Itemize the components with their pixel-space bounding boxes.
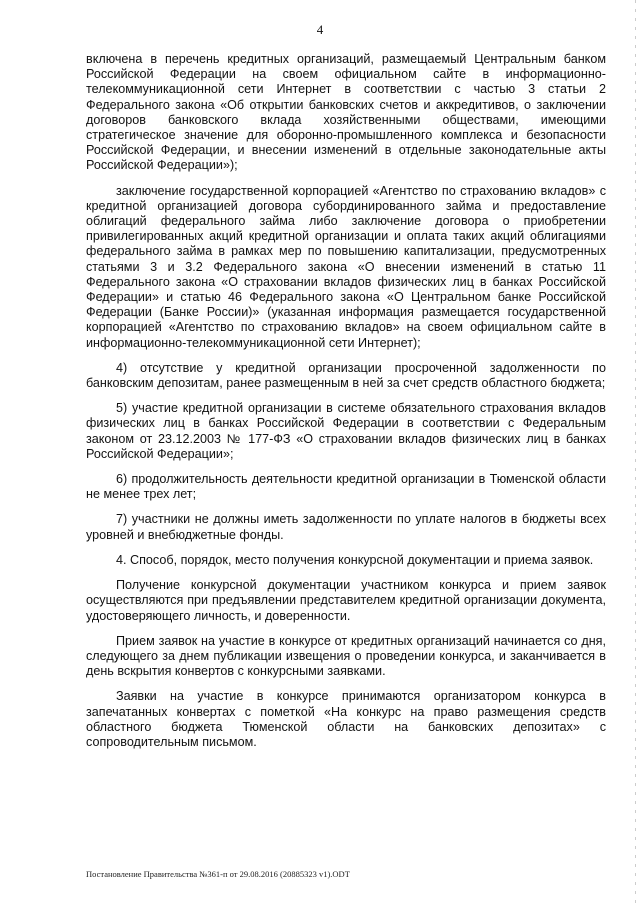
paragraph: включена в перечень кредитных организаций, размещаемый Центральным банком Российской Федерации на своем официальном сайте в информационно-телекоммуникационной сети Интернет в соответствии с частью 3 статьи 2 Федерального закона «Об открытии банковских счетов и аккредитивов, о заключении договоров банковского вклада хозяйственными обществами, имеющими стратегическое значение для оборонно-промышленного комплекса и безопасности Российской Федерации, и внесении изменений в отдельные законодательные акты Российской Федерации»); — [86, 52, 606, 173]
page-number: 4 — [316, 22, 324, 37]
paragraph: заключение государственной корпорацией «Агентство по страхованию вкладов» с кредитной организацией договора субординированного займа и предоставление облигаций федерального займа либо заключение договора о приобретении привилегированных акций кредитной организации и оплата таких акций облигациями федерального займа в рамках мер по повышению капитализации, предусмотренных статьями 3 и 3.2 Федерального закона «О внесении изменений в статью 11 Федерального закона «О страховании вкладов физических лиц в банках Российской Федерации» и статью 46 Федерального закона «О Центральном банке Российской Федерации (Банке России)» (указанная информация размещается государственной корпорацией «Агентство по страхованию вкладов» на своем официальном сайте в информационно-телекоммуникационной сети Интернет); — [86, 183, 606, 350]
paragraph: Заявки на участие в конкурсе принимаются организатором конкурса в запечатанных конвертах с пометкой «На конкурс на право размещения средств областного бюджета Тюменской области на банковских депозитах» с сопроводительным письмом. — [86, 689, 606, 749]
paragraph: 4) отсутствие у кредитной организации просроченной задолженности по банковским депозитам, ранее размещенным в ней за счет средств областного бюджета; — [86, 360, 606, 391]
section-heading-paragraph: 4. Способ, порядок, место получения конкурсной документации и приема заявок. — [116, 552, 594, 567]
paragraph: Получение конкурсной документации участником конкурса и прием заявок осуществляются при предъявлении представителем кредитной организации документа, удостоверяющего личность, и доверенности. — [86, 578, 606, 623]
paragraph: 7) участники не должны иметь задолженности по уплате налогов в бюджеты всех уровней и внебюджетные фонды. — [86, 512, 606, 542]
document-body — [86, 52, 606, 760]
paragraph: Прием заявок на участие в конкурсе от кредитных организаций начинается со дня, следующего за днем публикации извещения о проведении конкурса, и заканчивается в день вскрытия конвертов с конкурсными заявками. — [86, 633, 606, 679]
paragraph: 5) участие кредитной организации в системе обязательного страхования вкладов физических лиц в банках Российской Федерации в соответствии с Федеральным законом от 23.12.2003 № 177-ФЗ «О страховании вкладов физических лиц в банках Российской Федерации»; — [86, 401, 606, 461]
paragraph: 6) продолжительность деятельности кредитной организации в Тюменской области не менее трех лет; — [86, 472, 606, 502]
document-footer: Постановление Правительства №361-п от 29.08.2016 (20885323 v1).ODT — [86, 869, 350, 879]
scan-edge-decoration — [635, 0, 636, 905]
